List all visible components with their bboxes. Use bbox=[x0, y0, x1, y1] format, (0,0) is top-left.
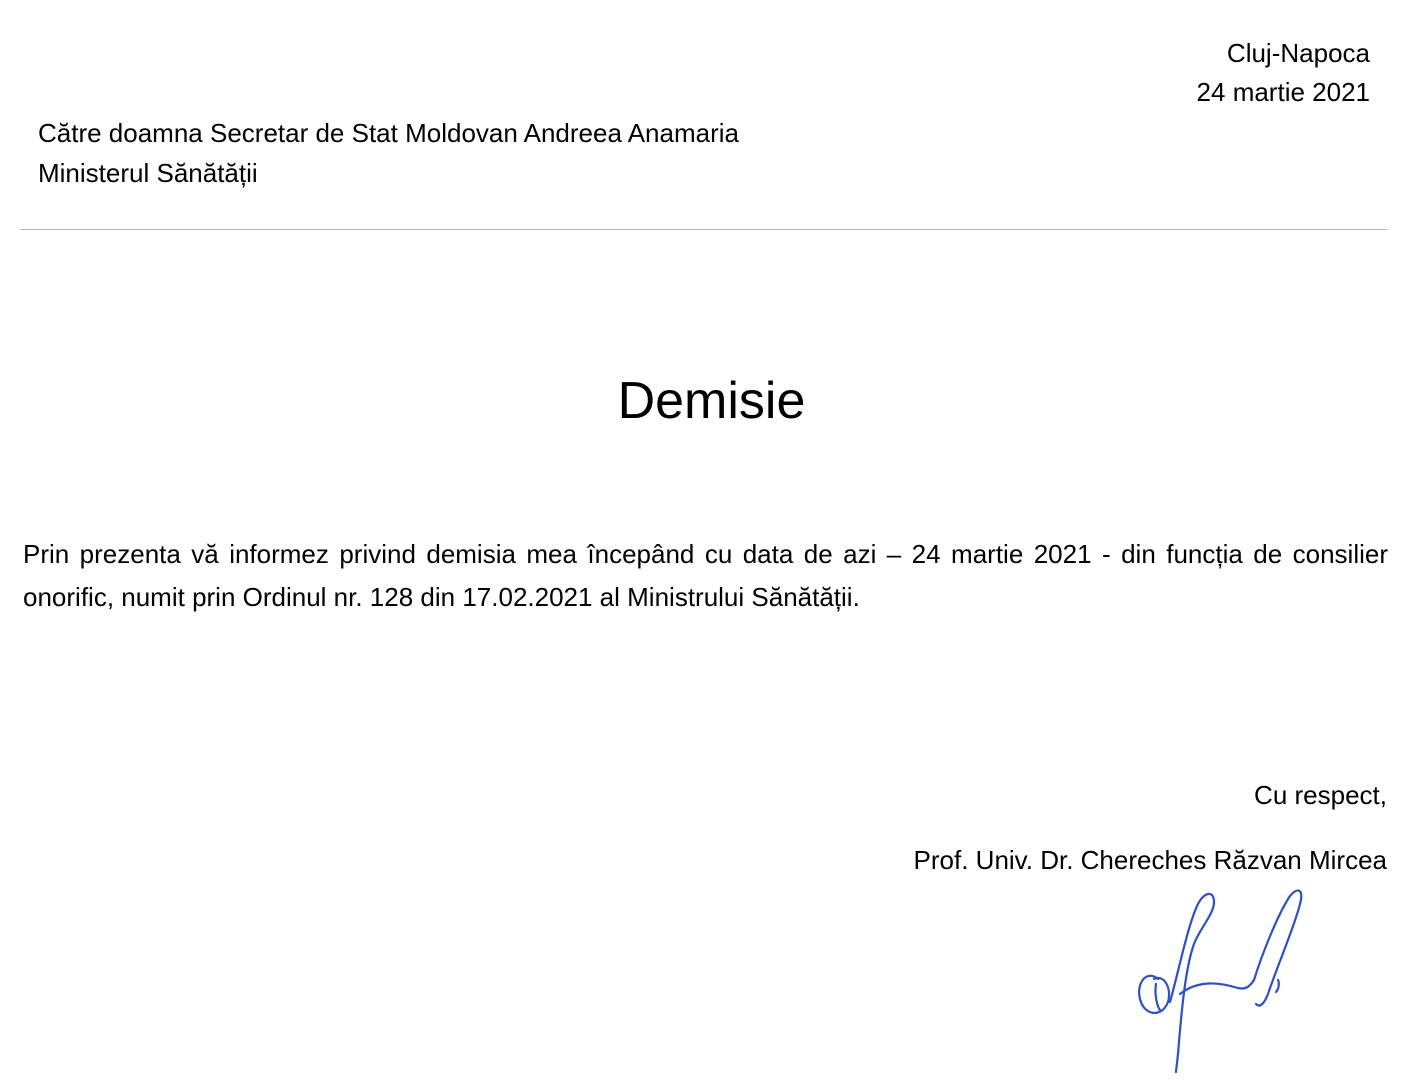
recipient-institution: Ministerul Sănătății bbox=[38, 158, 258, 188]
signature-drawing bbox=[1128, 884, 1313, 1074]
letter-date: 24 martie 2021 bbox=[1196, 77, 1370, 107]
handwritten-signature bbox=[1128, 884, 1313, 1074]
place-city: Cluj-Napoca bbox=[1226, 38, 1370, 68]
closing-salutation: Cu respect, bbox=[1254, 780, 1387, 810]
header-divider bbox=[20, 229, 1387, 230]
place-date-block bbox=[1197, 34, 1370, 112]
recipient-block bbox=[38, 113, 739, 193]
recipient-name: Către doamna Secretar de Stat Moldovan Andreea Anamaria bbox=[38, 118, 739, 148]
signer-name: Prof. Univ. Dr. Chereches Răzvan Mircea bbox=[913, 845, 1387, 875]
document-title: Demisie bbox=[617, 372, 806, 430]
letter-body: Prin prezenta vă informez privind demisia mea începând cu data de azi – 24 martie 2021 - din funcția de consilier onorific, numit prin Ordinul nr. 128 din 17.02.2021 al Ministrului Sănătății. bbox=[23, 539, 1388, 612]
